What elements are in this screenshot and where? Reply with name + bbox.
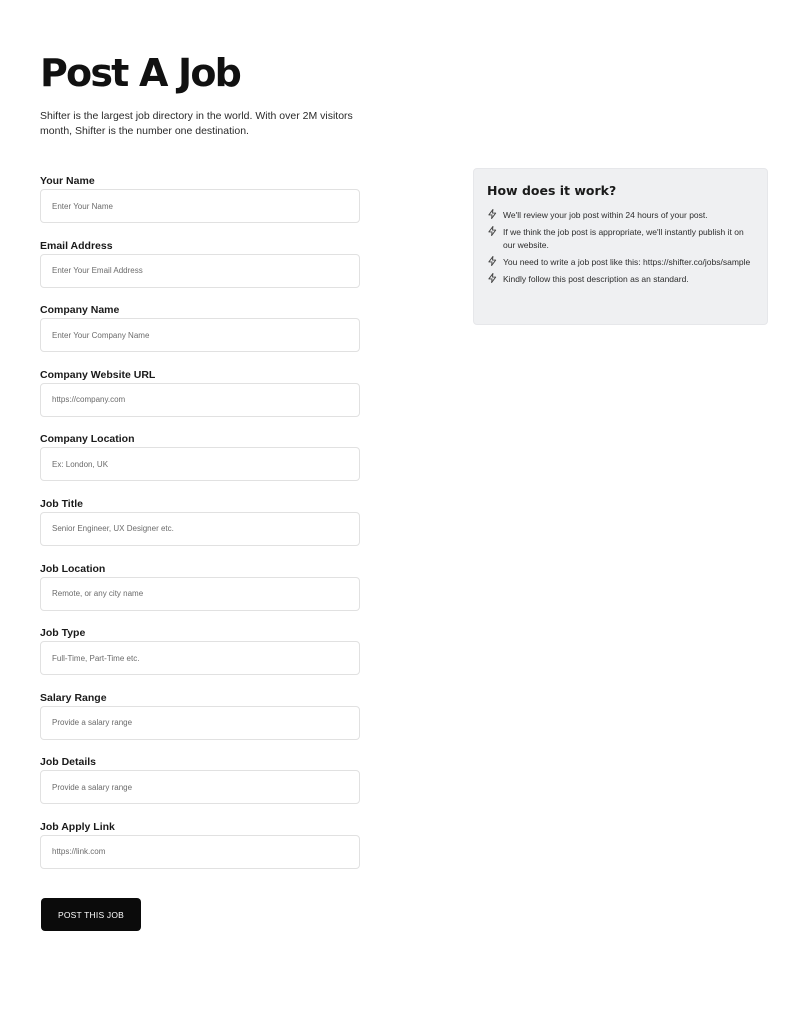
how-it-works-card [473, 168, 768, 325]
your-name-label: Your Name [40, 175, 95, 187]
job-details-input[interactable] [40, 770, 360, 804]
company-name-label: Company Name [40, 304, 120, 317]
field-company-website-url [40, 368, 361, 433]
job-apply-link-input[interactable] [40, 835, 360, 869]
lightning-bolt-icon [487, 272, 503, 285]
lightning-bolt-icon [487, 208, 503, 221]
post-this-job-button[interactable]: POST THIS JOB [41, 898, 141, 931]
post-job-form [40, 174, 361, 885]
how-it-works-list [487, 209, 754, 286]
field-company-name [40, 303, 361, 368]
job-apply-link-label: Job Apply Link [40, 820, 115, 833]
list-item-text: If we think the job post is appropriate, we'll instantly publish it on our website. [503, 227, 744, 250]
salary-range-label: Salary Range [40, 691, 107, 704]
company-website-url-input[interactable] [40, 383, 360, 417]
company-location-label: Company Location [40, 433, 135, 446]
company-name-input[interactable] [40, 318, 360, 352]
list-item [487, 273, 754, 286]
job-title-input[interactable] [40, 512, 360, 546]
job-location-input[interactable] [40, 577, 360, 611]
list-item-text: You need to write a job post like this: https://shifter.co/jobs/sample [503, 257, 751, 267]
field-salary-range [40, 691, 361, 756]
email-address-input[interactable] [40, 254, 360, 288]
email-address-label: Email Address [40, 239, 113, 252]
lightning-bolt-icon [487, 225, 503, 238]
your-name-input[interactable] [40, 189, 360, 223]
job-type-label: Job Type [40, 627, 86, 640]
job-type-input[interactable] [40, 641, 360, 675]
field-job-apply-link [40, 820, 361, 885]
company-location-input[interactable] [40, 447, 360, 481]
field-your-name [40, 174, 361, 239]
company-website-url-label: Company Website URL [40, 368, 156, 381]
list-item-text: Kindly follow this post description as an standard. [503, 274, 689, 284]
salary-range-input[interactable] [40, 706, 360, 740]
field-job-type [40, 626, 361, 691]
field-email-address [40, 239, 361, 304]
list-item [487, 256, 754, 269]
job-details-label: Job Details [40, 756, 97, 769]
field-job-title [40, 497, 361, 562]
job-title-label: Job Title [40, 497, 83, 510]
field-job-details [40, 755, 361, 820]
field-job-location [40, 562, 361, 627]
page-title: Post A Job [40, 51, 241, 95]
page-intro: Shifter is the largest job directory in the world. With over 2M visitors month, Shifter is the number one destination. [40, 110, 353, 137]
list-item [487, 209, 754, 222]
field-company-location [40, 432, 361, 497]
how-it-works-title: How does it work? [487, 183, 617, 198]
list-item-text: We'll review your job post within 24 hours of your post. [503, 210, 708, 220]
lightning-bolt-icon [487, 255, 503, 268]
list-item [487, 226, 754, 252]
job-location-label: Job Location [40, 562, 106, 575]
